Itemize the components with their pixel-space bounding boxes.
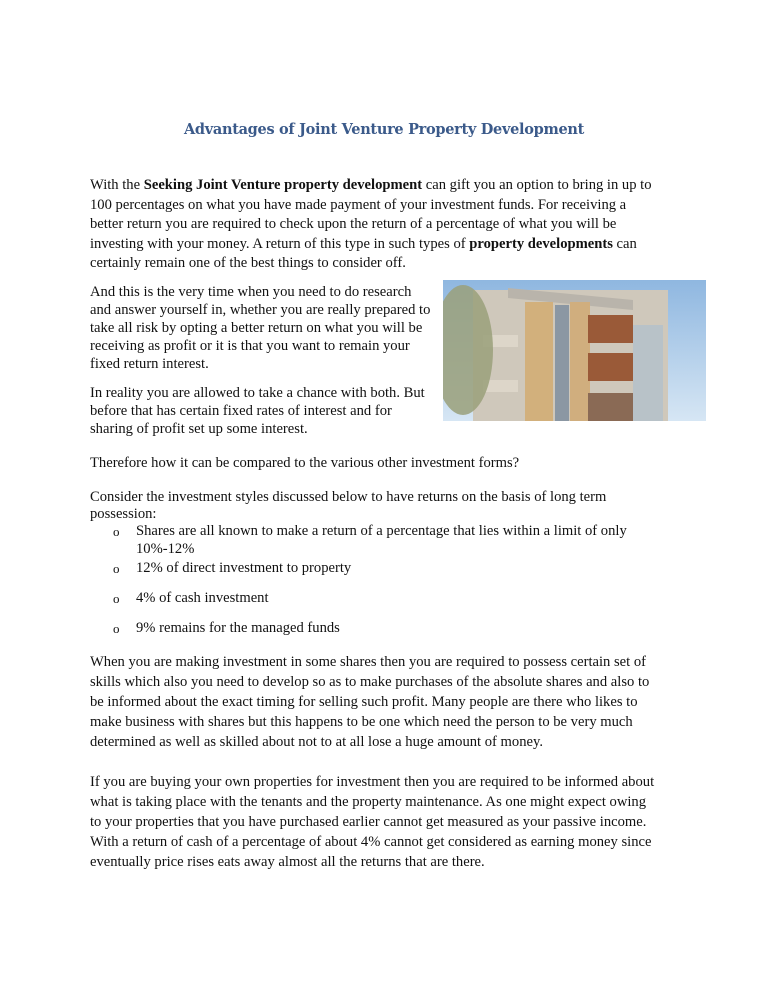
paragraph-line: certainly remain one of the best things to consider off.	[90, 255, 406, 271]
paragraph-line: With the Seeking Joint Venture property development can gift you an option to bring in up to	[90, 177, 652, 193]
paragraph-line: receiving as profit or it is that you want to remain your	[90, 338, 410, 354]
list-item: 9% remains for the managed funds	[136, 620, 340, 636]
paragraph-line: fixed return interest.	[90, 356, 209, 372]
paragraph-line: determined as well as skilled about not to at all lose a huge amount of money.	[90, 734, 543, 750]
list-item: Shares are all known to make a return of a percentage that lies within a limit of only	[136, 523, 627, 539]
paragraph-line: sharing of profit set up some interest.	[90, 421, 308, 437]
paragraph-line: be informed about the exact timing for selling such profit. Many people are there who likes to	[90, 694, 638, 710]
paragraph-line: possession:	[90, 506, 157, 522]
list-item: 10%-12%	[136, 541, 195, 557]
paragraph-line: When you are making investment in some shares then you are required to possess certain set of	[90, 654, 647, 670]
paragraph-line: If you are buying your own properties for investment then you are required to be informed about	[90, 774, 655, 790]
paragraph-line: Consider the investment styles discussed below to have returns on the basis of long term	[90, 489, 607, 505]
bullet-icon: o	[113, 524, 120, 539]
bullet-icon: o	[113, 591, 120, 606]
building-photo	[443, 280, 706, 421]
paragraph-line: Therefore how it can be compared to the various other investment forms?	[90, 455, 520, 471]
paragraph-line: In reality you are allowed to take a chance with both. But	[90, 385, 425, 401]
paragraph-line: investing with your money. A return of this type in such types of property developments can	[90, 236, 637, 252]
paragraph-line: and answer yourself in, whether you are really prepared to	[90, 302, 431, 318]
paragraph-line: to your properties that you have purchased earlier cannot get measured as your passive income.	[90, 814, 647, 830]
paragraph-line: make business with shares but this happens to be one which need the person to be very much	[90, 714, 633, 730]
document-title: Advantages of Joint Venture Property Development	[183, 121, 585, 138]
paragraph-line: take all risk by opting a better return on what you will be	[90, 320, 423, 336]
paragraph-line: With a return of cash of a percentage of about 4% cannot get considered as earning money since	[90, 834, 652, 850]
bullet-icon: o	[113, 561, 120, 576]
paragraph-line: before that has certain fixed rates of interest and for	[90, 403, 392, 419]
paragraph-line: 100 percentages on what you have made payment of your investment funds. For receiving a	[90, 197, 627, 213]
list-item: 4% of cash investment	[136, 590, 269, 606]
paragraph-line: skills which also you need to develop so as to make purchases of the absolute shares and also to	[90, 674, 650, 690]
list-item: 12% of direct investment to property	[136, 560, 352, 576]
paragraph-line: And this is the very time when you need to do research	[90, 284, 412, 300]
paragraph-line: eventually price rises eats away almost all the returns that are there.	[90, 854, 485, 870]
paragraph-line: what is taking place with the tenants and the property maintenance. As one might expect owing	[90, 794, 647, 810]
paragraph-line: better return you are required to check upon the return of a percentage of what you will be	[90, 216, 617, 232]
bullet-icon: o	[113, 621, 120, 636]
